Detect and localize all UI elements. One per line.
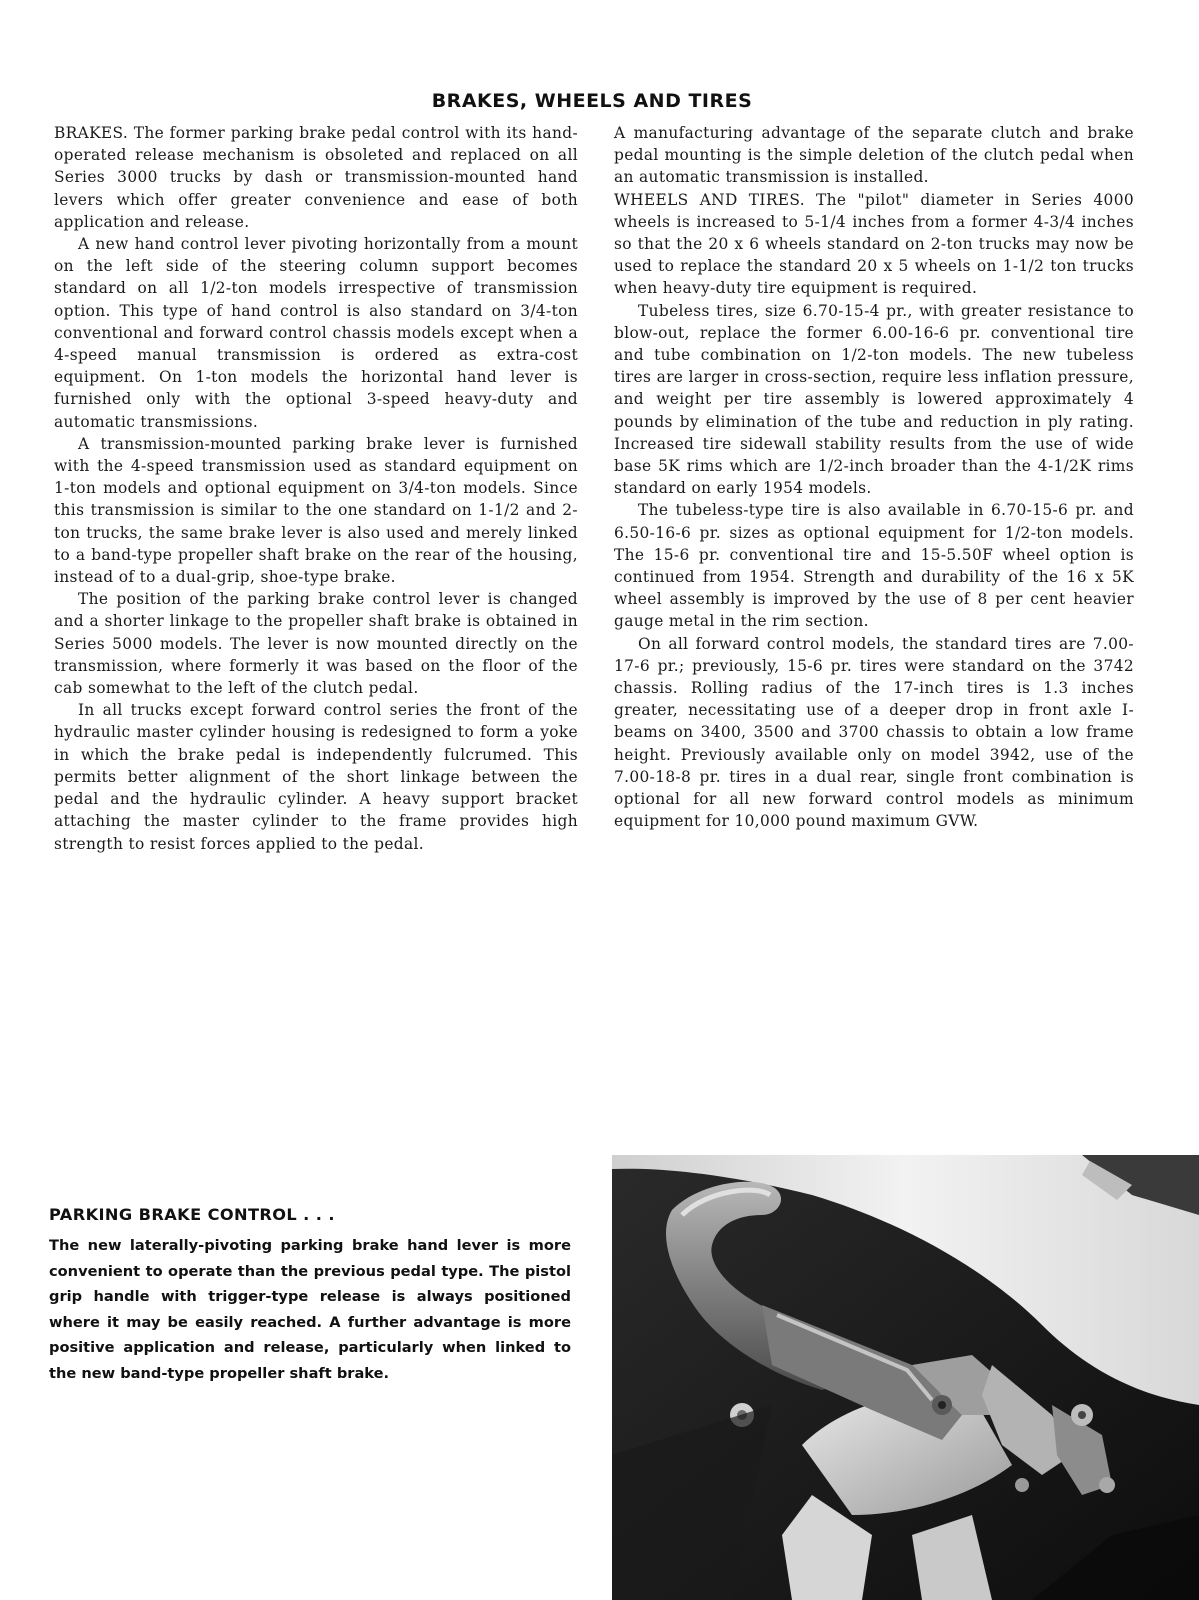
page-title: BRAKES, WHEELS AND TIRES [431, 90, 753, 112]
paragraph-brakes-intro: BRAKES. The former parking brake pedal control with its hand-operated release mechanism is obsoleted and replaced on all Series 3000 trucks by dash or transmission-mounted hand levers which offer greater convenience and ease of both application and release. [54, 124, 578, 231]
left-column [54, 122, 578, 855]
caption-heading: PARKING BRAKE CONTROL . . . [49, 1205, 335, 1224]
paragraph-forward-control-tires: On all forward control models, the standard tires are 7.00-17-6 pr.; previously, 15-6 pr. tires were standard on the 3742 chassis. Rolling radius of the 17-inch tires is 1.3 inches greater, necessitating use of a deeper drop in front axle I-beams on 3400, 3500 and 3700 chassis to obtain a low frame height. Previously available only on model 3942, use of the 7.00-18-8 pr. tires in a dual rear, single front combination is optional for all new forward control models as minimum equipment for 10,000 pound maximum GVW. [614, 634, 1134, 831]
paragraph-pedal-mounting: A manufacturing advantage of the separate clutch and brake pedal mounting is the simple deletion of the clutch pedal when an automatic transmission is installed. [614, 124, 1134, 187]
paragraph-hand-control-lever: A new hand control lever pivoting horizontally from a mount on the left side of the steering column support becomes standard on all 1/2-ton models irrespective of transmission option. This type of hand control is also standard on 3/4-ton conventional and forward control chassis models except when a 4-speed manual transmission is ordered as extra-cost equipment. On 1-ton models the horizontal hand lever is furnished only with the optional 3-speed heavy-duty and automatic transmissions. [54, 235, 578, 431]
paragraph-transmission-lever: A transmission-mounted parking brake lever is furnished with the 4-speed transmission used as standard equipment on 1-ton models and optional equipment on 3/4-ton models. Since this transmission is similar to the one standard on 1-1/2 and 2-ton trucks, the same brake lever is also used and merely linked to a band-type propeller shaft brake on the rear of the housing, instead of to a dual-grip, shoe-type brake. [54, 434, 578, 587]
paragraph-series-5000: The position of the parking brake control lever is changed and a shorter linkage to the propeller shaft brake is obtained in Series 5000 models. The lever is now mounted directly on the transmission, where formerly it was based on the floor of the cab somewhat to the left of the clutch pedal. [54, 590, 578, 698]
paragraph-tubeless-options: The tubeless-type tire is also available in 6.70-15-6 pr. and 6.50-16-6 pr. sizes as optional equipment for 1/2-ton models. The 15-6 pr. conventional tire and 15-5.50F wheel option is continued from 1954. Strength and durability of the 16 x 5K wheel assembly is improved by the use of 8 per cent heavier gauge metal in the rim section. [614, 501, 1134, 631]
parking-brake-lever-photo [612, 1155, 1199, 1600]
right-column [614, 122, 1134, 833]
paragraph-master-cylinder: In all trucks except forward control series the front of the hydraulic master cylinder housing is redesigned to form a yoke in which the brake pedal is independently fulcrumed. This permits better alignment of the short linkage between the pedal and the hydraulic cylinder. A heavy support bracket attaching the master cylinder to the frame provides high strength to resist forces applied to the pedal. [54, 701, 578, 853]
paragraph-wheels-and-tires: WHEELS AND TIRES. The "pilot" diameter in Series 4000 wheels is increased to 5-1/4 inches from a former 4-3/4 inches so that the 20 x 6 wheels standard on 2-ton trucks may now be used to replace the standard 20 x 5 wheels on 1-1/2 ton trucks when heavy-duty tire equipment is required. [614, 190, 1134, 298]
parking-brake-lever-icon [612, 1155, 1199, 1600]
paragraph-tubeless-tires: Tubeless tires, size 6.70-15-4 pr., with greater resistance to blow-out, replace the former 6.00-16-6 pr. conventional tire and tube combination on 1/2-ton models. The new tubeless tires are larger in cross-section, require less inflation pressure, and weight per tire assembly is lowered approximately 4 pounds by elimination of the tube and reduction in ply rating. Increased tire sidewall stability results from the use of wide base 5K rims which are 1/2-inch broader than the 4-1/2K rims standard on early 1954 models. [614, 301, 1134, 498]
caption-body: The new laterally-pivoting parking brake hand lever is more convenient to operate than the previous pedal type. The pistol grip handle with trigger-type release is always positioned where it may be easily reached. A further advantage is more positive application and release, particularly when linked to the new band-type propeller shaft brake. [49, 1237, 571, 1382]
